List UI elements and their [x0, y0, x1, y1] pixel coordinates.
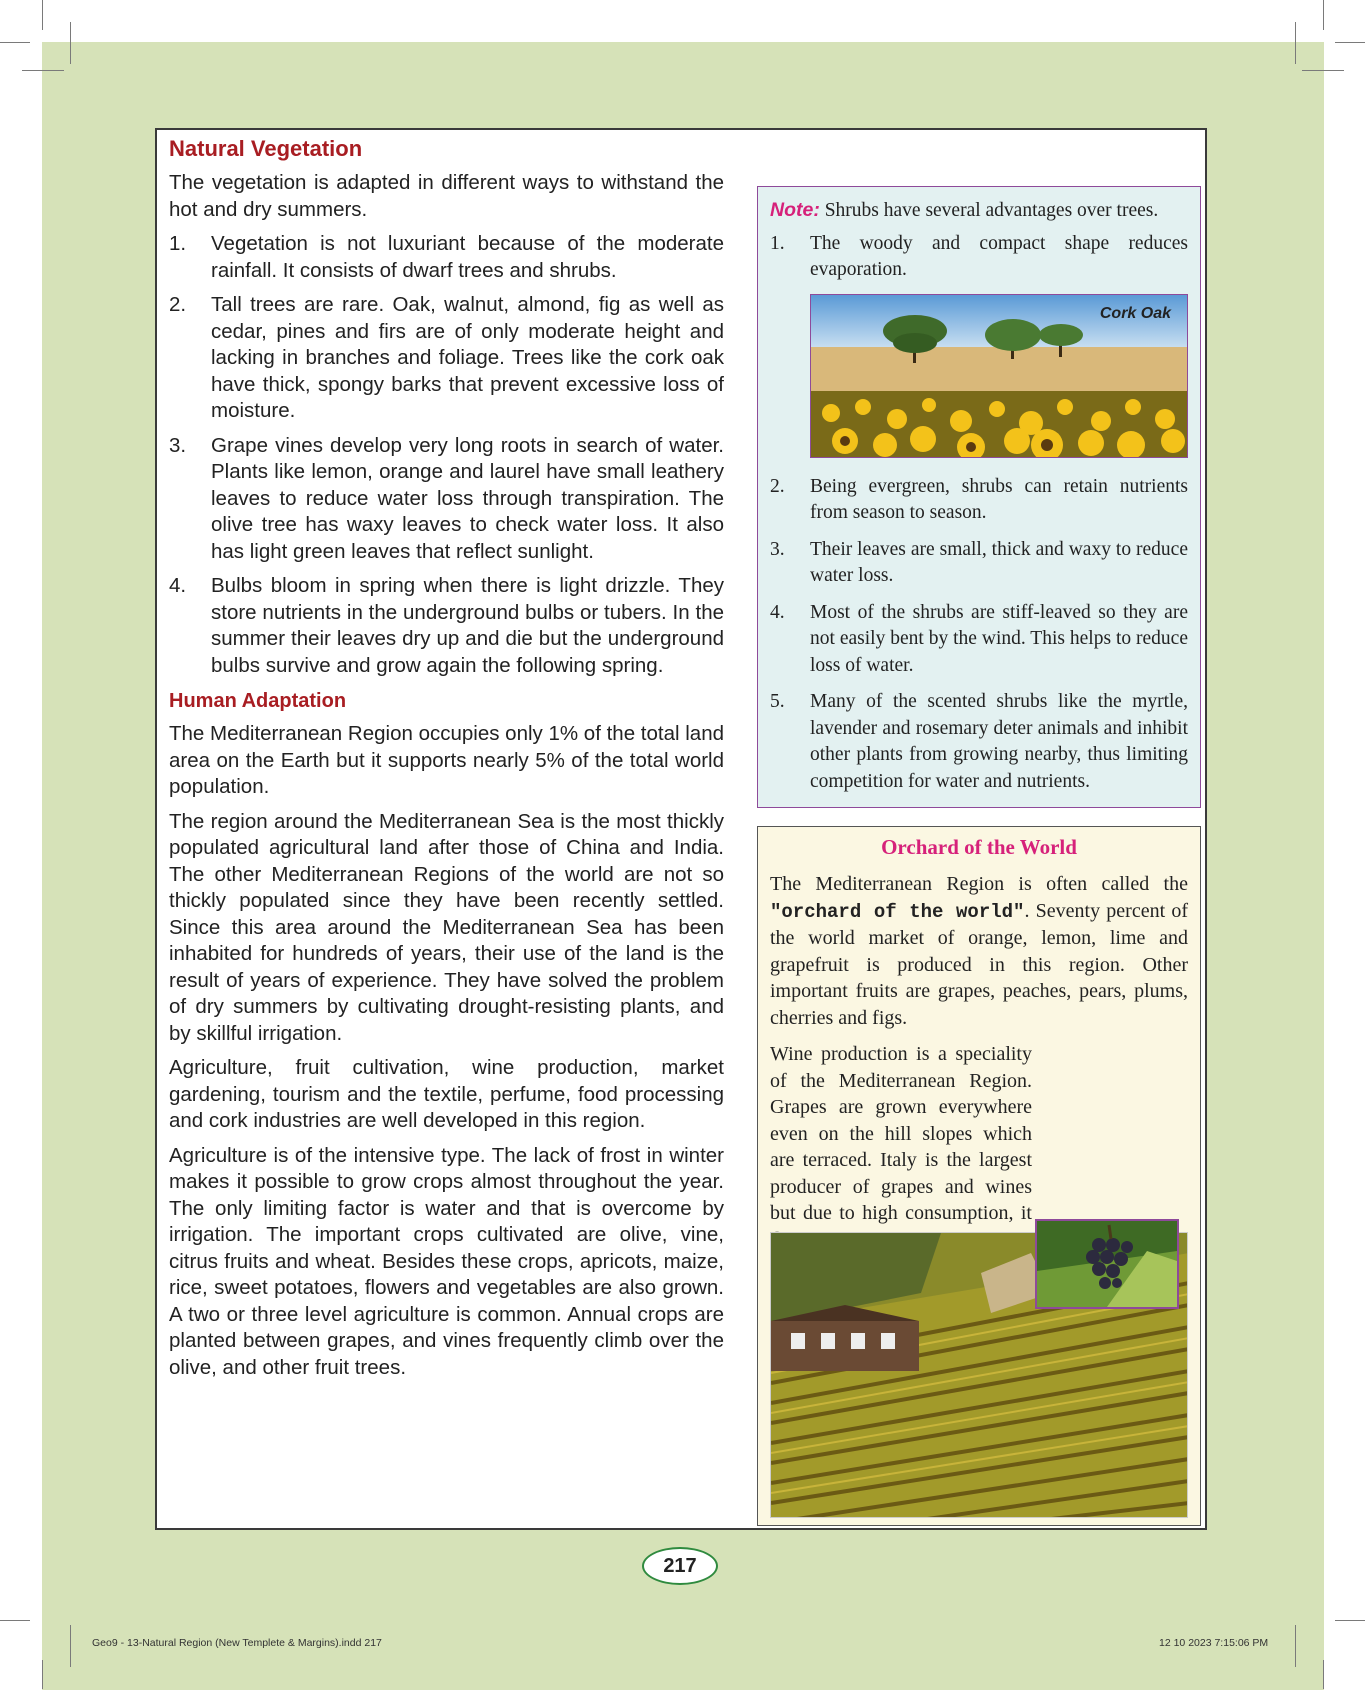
- paragraph: The region around the Mediterranean Sea is the most thickly populated agricultural land after those of China and India. The other Mediterranean Regions of the world are not so thickly populated since they have been recently settled. Since this area around the Mediterranean Sea has been inhabited for hundreds of years, their use of the land is the result of years of experience. They have solved the problem of dry summers by cultivating drought-resisting plants, and by skillful irrigation.: [169, 809, 724, 1045]
- crop-mark: [1295, 1625, 1296, 1667]
- list-number: 1.: [770, 232, 785, 254]
- list-text: Bulbs bloom in spring when there is light drizzle. They store nutrients in the underground bulbs or tubers. In the summer their leaves dry up and die but the underground bulbs survive and grow again the following spring.: [211, 574, 724, 677]
- list-number: 1.: [169, 232, 187, 255]
- list-text: Being evergreen, shrubs can retain nutrients from season to season.: [810, 475, 1188, 523]
- wine-paragraph: Wine production is a speciality of the Mediterranean Region. Grapes are grown everywhere even on the hill slopes which are terraced. Italy is the largest producer of grapes and wines but due to high consumption, it: [770, 1043, 1032, 1224]
- note-heading: [770, 197, 1188, 225]
- note-label: Note:: [770, 199, 820, 221]
- crop-mark: [42, 1660, 43, 1689]
- natural-vegetation-list: [169, 231, 724, 679]
- list-text: Tall trees are rare. Oak, walnut, almond, fig as well as cedar, pines and firs are of only moderate height and lacking in branches and foliage. Trees like the cork oak have thick, spongy barks that prevent excessive loss of moisture.: [211, 293, 724, 422]
- paragraph: Agriculture is of the intensive type. The lack of frost in winter makes it possible to grow crops almost throughout the year. The only limiting factor is water and that is overcome by irrigation. The important crops cultivated are olive, vine, citrus fruits and wheat. Besides these crops, apricots, maize, rice, sweet potatoes, flowers and vegetables are also grown. A two or three level agriculture is common. Annual crops are planted between grapes, and vines frequently climb over the olive, and other fruit trees.: [169, 1143, 724, 1379]
- left-column: [169, 134, 724, 1389]
- list-item: [770, 474, 1188, 527]
- list-item: [169, 573, 724, 679]
- orchard-box: [757, 826, 1201, 1526]
- crop-mark: [1295, 22, 1296, 64]
- list-item: [770, 231, 1188, 284]
- page-frame: [155, 128, 1207, 1530]
- note-box: [757, 186, 1201, 808]
- cork-oak-caption: Cork Oak: [1099, 304, 1171, 322]
- note-list: [770, 231, 1188, 284]
- crop-mark: [1323, 1660, 1324, 1689]
- list-text: Most of the shrubs are stiff-leaved so they are not easily bent by the wind. This helps to reduce loss of water.: [810, 601, 1188, 676]
- grapes-illustration: [1037, 1221, 1177, 1307]
- list-item: [770, 689, 1188, 795]
- footer-file-name: Geo9 - 13-Natural Region (New Templete & Margins).indd 217: [92, 1637, 382, 1649]
- natural-vegetation-heading: Natural Vegetation: [169, 136, 363, 161]
- crop-mark: [1335, 1620, 1365, 1621]
- list-number: 2.: [770, 475, 785, 497]
- orchard-paragraph: [770, 871, 1188, 1031]
- list-number: 4.: [770, 601, 785, 623]
- footer-timestamp: 12 10 2023 7:15:06 PM: [1159, 1637, 1269, 1649]
- crop-mark: [70, 22, 71, 64]
- cork-oak-image: [810, 294, 1188, 458]
- list-item: [169, 292, 724, 425]
- paragraph: The Mediterranean Region occupies only 1% of the total land area on the Earth but it supports nearly 5% of the total world population.: [169, 722, 724, 798]
- list-item: [169, 433, 724, 566]
- list-text: The woody and compact shape reduces evaporation.: [810, 232, 1188, 280]
- crop-mark: [42, 0, 43, 30]
- list-item: [169, 231, 724, 284]
- crop-mark: [70, 1625, 71, 1667]
- paragraph: Agriculture, fruit cultivation, wine production, market gardening, tourism and the textile, perfume, food processing and cork industries are well developed in this region.: [169, 1056, 724, 1132]
- grapes-inset-image: [1035, 1219, 1179, 1309]
- page-number: 217: [642, 1547, 718, 1585]
- list-number: 2.: [169, 293, 187, 316]
- list-text: Grape vines develop very long roots in search of water. Plants like lemon, orange and laurel have small leathery leaves to reduce water loss through transpiration. The olive tree has waxy leaves to check water loss. It also has light green leaves that reflect sunlight.: [211, 433, 724, 563]
- list-text: Vegetation is not luxuriant because of the moderate rainfall. It consists of dwarf trees and shrubs.: [211, 232, 724, 282]
- crop-mark: [1335, 42, 1365, 43]
- human-adaptation-heading: Human Adaptation: [169, 690, 347, 712]
- crop-mark: [1323, 0, 1324, 30]
- crop-mark: [0, 1620, 30, 1621]
- list-item: [770, 600, 1188, 680]
- orchard-bold-phrase: "orchard of the world": [770, 900, 1025, 923]
- list-number: 5.: [770, 691, 785, 712]
- list-item: [770, 537, 1188, 590]
- list-number: 3.: [770, 538, 785, 560]
- list-number: 4.: [169, 574, 187, 597]
- natural-vegetation-intro: The vegetation is adapted in different ways to withstand the hot and dry summers.: [169, 171, 724, 221]
- note-list-continued: [770, 474, 1188, 796]
- crop-mark: [0, 42, 30, 43]
- orchard-text: . Seventy percent of the world market of orange, lemon, lime and grapefruit is produced in this region. Other important fruits are grapes, peaches, pears, plums, cherries and figs.: [770, 899, 1188, 1029]
- crop-mark: [22, 70, 64, 71]
- orchard-heading: Orchard of the World: [881, 835, 1077, 859]
- orchard-text: The Mediterranean Region is often called the: [770, 873, 1188, 895]
- list-text: Their leaves are small, thick and waxy to reduce water loss.: [810, 538, 1188, 586]
- list-number: 3.: [169, 433, 187, 457]
- crop-mark: [1302, 70, 1344, 71]
- list-text: Many of the scented shrubs like the myrtle, lavender and rosemary deter animals and inhibit other plants from growing nearby, thus limiting competition for water and nutrients.: [810, 691, 1188, 792]
- note-heading-text: Shrubs have several advantages over trees.: [819, 200, 1159, 221]
